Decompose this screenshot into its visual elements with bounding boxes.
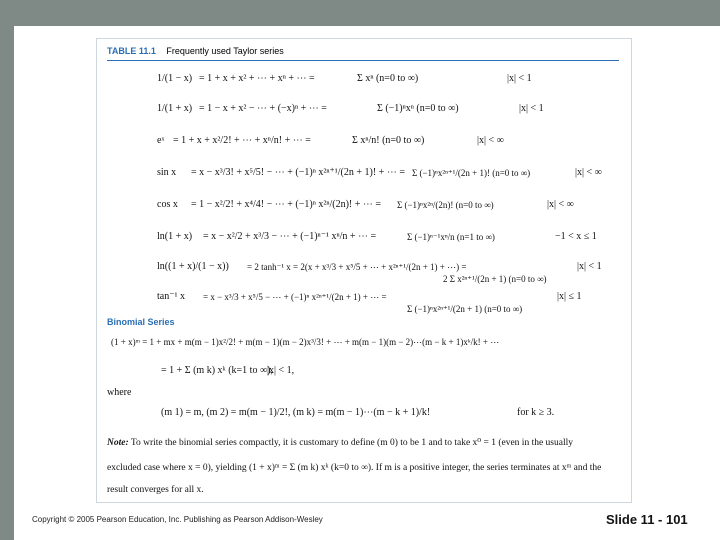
table-header [107, 46, 284, 56]
note-label: Note: [107, 438, 129, 448]
series-condition: |x| < ∞ [547, 199, 574, 210]
binomial-definitions: (m 1) = m, (m 2) = m(m − 1)/2!, (m k) = m(m − 1)⋯(m − k + 1)/k! [161, 407, 431, 418]
binomial-line-2: = 1 + Σ (m k) xᵏ (k=1 to ∞), [161, 365, 273, 376]
binomial-line-1: (1 + x)ᵐ = 1 + mx + m(m − 1)x²/2! + m(m − 1)(m − 2)x³/3! + ⋯ + m(m − 1)(m − 2)⋯(m − k + 1)xᵏ/k! + ⋯ [111, 337, 500, 347]
series-rhs: = x − x²/2 + x³/3 − ⋯ + (−1)ⁿ⁻¹ xⁿ/n + ⋯ = [203, 231, 377, 242]
series-sum: Σ (−1)ⁿxⁿ (n=0 to ∞) [377, 103, 459, 114]
series-sum: Σ (−1)ⁿx²ⁿ/(2n)! (n=0 to ∞) [397, 200, 494, 210]
table-number: TABLE 11.1 [107, 46, 156, 56]
series-lhs: 1/(1 − x) [157, 73, 193, 84]
series-rhs: = x − x³/3 + x⁵/5 − ⋯ + (−1)ⁿ x²ⁿ⁺¹/(2n + 1) + ⋯ = [203, 292, 387, 302]
series-lhs: ln((1 + x)/(1 − x)) [157, 261, 229, 272]
series-sum: Σ xⁿ/n! (n=0 to ∞) [352, 135, 425, 146]
binomial-definitions-condition: for k ≥ 3. [517, 407, 555, 418]
series-condition: |x| ≤ 1 [557, 291, 582, 302]
binomial-line-2-condition: |x| < 1, [267, 365, 295, 376]
series-rhs: = 2 tanh⁻¹ x = 2(x + x³/3 + x⁵/5 + ⋯ + x²ⁿ⁺¹/(2n + 1) + ⋯) = [247, 262, 467, 272]
series-condition: |x| < 1 [577, 261, 602, 272]
slide-top-bar [0, 0, 720, 26]
series-rhs: = 1 + x + x² + ⋯ + xⁿ + ⋯ = [199, 73, 315, 84]
note-text-1: To write the binomial series compactly, it is customary to define (m 0) to be 1 and to take x⁰ = 1 (even in the usually [130, 438, 573, 448]
series-sum: Σ xⁿ (n=0 to ∞) [357, 73, 419, 84]
binomial-note-line-3: result converges for all x. [107, 485, 204, 495]
series-condition: |x| < ∞ [477, 135, 504, 146]
series-lhs: eˣ [157, 135, 165, 146]
slide-number: Slide 11 - 101 [606, 512, 688, 527]
table-panel [96, 38, 632, 503]
series-lhs: 1/(1 + x) [157, 103, 193, 114]
series-sum: Σ (−1)ⁿ⁻¹xⁿ/n (n=1 to ∞) [407, 232, 495, 242]
series-condition: |x| < ∞ [575, 167, 602, 178]
series-sum: Σ (−1)ⁿx²ⁿ⁺¹/(2n + 1)! (n=0 to ∞) [412, 168, 531, 178]
binomial-where: where [107, 387, 132, 398]
binomial-note-line-1 [107, 437, 573, 448]
series-rhs: = 1 + x + x²/2! + ⋯ + xⁿ/n! + ⋯ = [173, 135, 311, 146]
series-sum: Σ (−1)ⁿx²ⁿ⁺¹/(2n + 1) (n=0 to ∞) [407, 304, 523, 314]
binomial-series-title: Binomial Series [107, 317, 175, 327]
table-title: Frequently used Taylor series [166, 46, 284, 56]
binomial-note-line-2: excluded case where x = 0), yielding (1 + x)ᵐ = Σ (m k) xᵏ (k=0 to ∞). If m is a positive integer, the series terminates at xᵐ and the [107, 463, 602, 473]
series-rhs: = x − x³/3! + x⁵/5! − ⋯ + (−1)ⁿ x²ⁿ⁺¹/(2n + 1)! + ⋯ = [191, 167, 405, 178]
series-rhs: = 1 − x²/2! + x⁴/4! − ⋯ + (−1)ⁿ x²ⁿ/(2n)! + ⋯ = [191, 199, 382, 210]
series-condition: |x| < 1 [507, 73, 532, 84]
series-rhs: = 1 − x + x² − ⋯ + (−x)ⁿ + ⋯ = [199, 103, 327, 114]
series-lhs: cos x [157, 199, 178, 210]
slide-left-bar [0, 26, 14, 540]
series-sum: 2 Σ x²ⁿ⁺¹/(2n + 1) (n=0 to ∞) [443, 274, 547, 284]
series-condition: |x| < 1 [519, 103, 544, 114]
table-rule [107, 60, 619, 61]
series-lhs: sin x [157, 167, 177, 178]
copyright-footer: Copyright © 2005 Pearson Education, Inc. Publishing as Pearson Addison-Wesley [32, 515, 323, 524]
series-lhs: ln(1 + x) [157, 231, 193, 242]
series-condition: −1 < x ≤ 1 [555, 231, 597, 242]
series-lhs: tan⁻¹ x [157, 291, 185, 302]
